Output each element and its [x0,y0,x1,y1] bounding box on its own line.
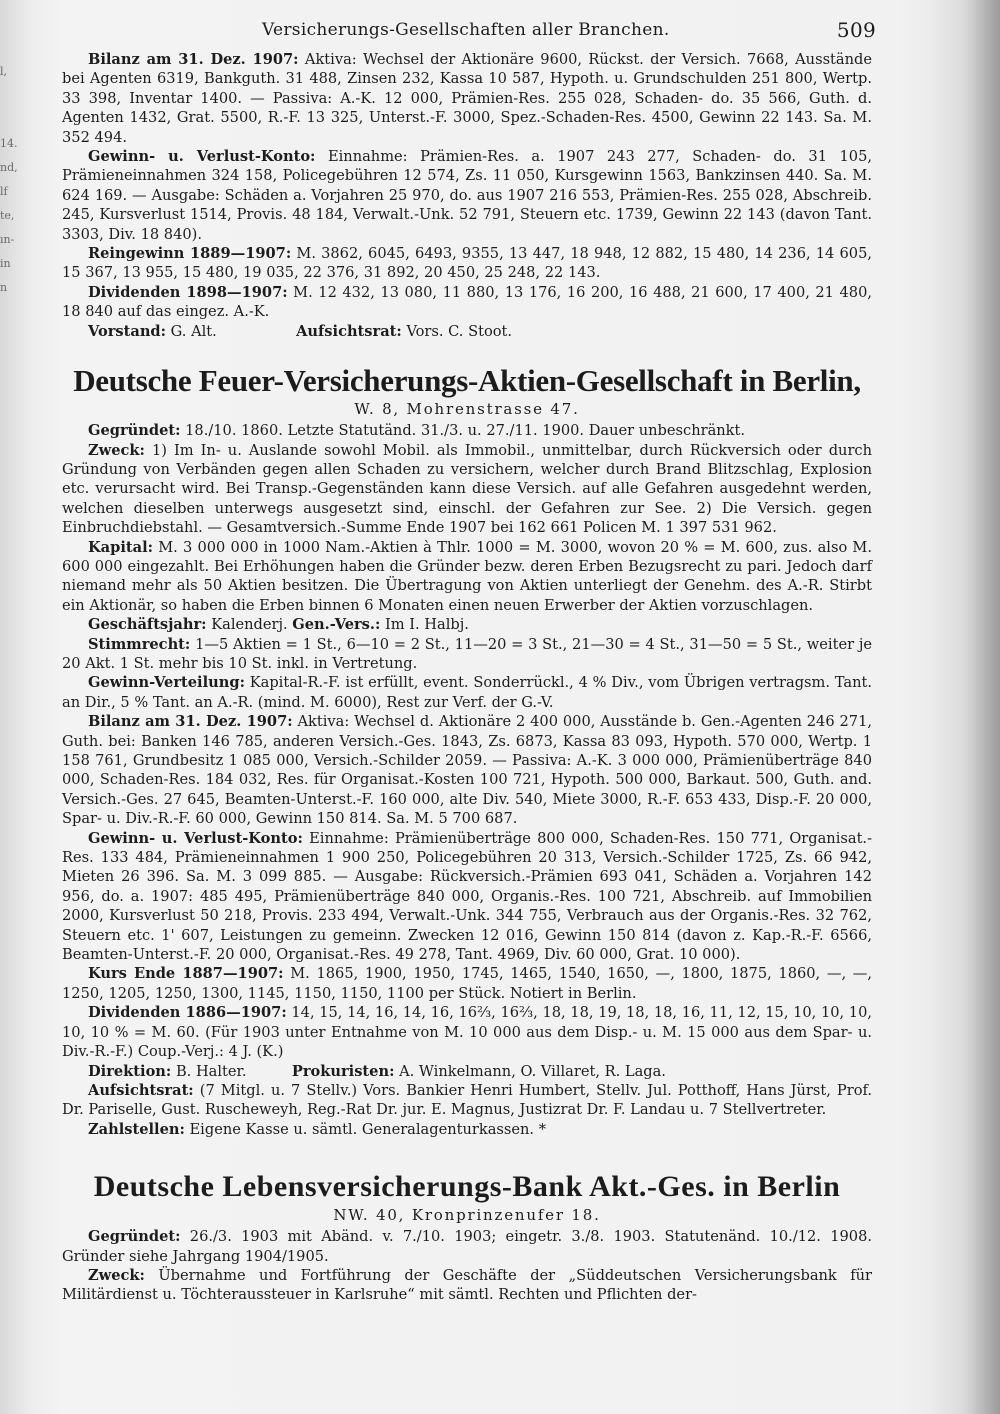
bilanz-entry [62,712,872,828]
field-label: Bilanz am 31. Dez. 1907: [88,51,299,68]
margin-fragment: 14. [0,137,18,150]
aufsichtsrat-entry [62,1081,872,1120]
field-label: Aufsichtsrat: [296,322,402,340]
margin-fragment: l, [0,65,8,78]
field-text: M. 3862, 6045, 6493, 9355, 13 447, 18 948, 12 882, 15 480, 14 236, 14 605, 15 367, 13 955, 15 480, 19 035, 22 376, 31 892, 20 450, 25 248, 22 143. [62,245,872,282]
gegruendet-entry [62,1227,872,1266]
field-text: B. Halter. [175,1062,247,1080]
kurs-entry [62,964,872,1003]
running-head [62,14,876,50]
margin-fragment: ın- [0,233,15,246]
field-text: Kalenderj. [211,616,288,634]
margin-fragment: n [0,281,8,294]
zahlstellen-entry [62,1120,872,1139]
gewinnverteilung-entry [62,673,872,712]
field-label: Reingewinn 1889—1907: [88,245,292,263]
field-text: Einnahme: Prämienüberträge 800 000, Schaden-Res. 150 771, Organisat.-Res. 133 484, Prämieneinnahmen 1 900 250, Policegebühren 20 313, Versich.-Schilder 1725, Zs. 66 942, Mieten 26 396. Sa. M. 3 099 885. — Ausgabe: Rückversich.-Prämien 693 041, Schäden a. Vorjahren 142 956, do. a. 1907: 485 495, Prämienüberträge 840 000, Organis.-Res. 100 721, Abschreib. auf Immobilien 2000, Kursverlust 50 218, Provis. 233 494, Verwalt.-Unk. 344 755, Verbrauch aus der Organis.-Res. 32 762, Steuern etc. 1' 607, Leistungen zu gemeinn. Zwecken 12 016, Gewinn 150 814 (davon z. Kap.-R.-F. 6566, Beamten-Unterst.-F. 20 000, Organisat.-Res. 49 278, Tant. 4969, Div. 60 000, Grat. 10 000). [62,829,873,964]
field-text: G. Alt. [170,322,217,340]
dividenden-entry [62,283,872,322]
margin-fragment: in [0,257,11,270]
gegruendet-entry [62,421,872,440]
running-head-title: Versicherungs-Gesellschaften aller Branchen. [262,20,670,40]
geschaeftsjahr-entry [62,615,872,634]
field-label: Gewinn-Verteilung: [88,674,245,692]
field-text: 1) Im In- u. Auslande sowohl Mobil. als Immobil., unmittelbar, durch Rückversich oder durch Gründung von Verbänden gegen allen Schaden zu versichern, welcher durch Brand Blitzschlag, Explosion etc. verursacht wird. Bei Transp.-Gegenständen kann diese Versich. auf alle Gefahren ausgedehnt werden, welchen dieselben unterwegs ausgesetzt sind, einschl. der Gefahren zur See. 2) Die Versich. gegen Einbruchdiebstahl. — Gesamtversich.-Summe Ende 1907 bei 162 661 Policen M. 1 397 531 962. [62,441,872,537]
zweck-entry [62,1266,872,1305]
vorstand-entry [62,322,872,341]
field-label: Gewinn- u. Verlust-Konto: [88,148,316,166]
field-label: Prokuristen: [291,1062,395,1080]
field-label: Kapital: [88,538,154,556]
field-label: Zahlstellen: [88,1120,185,1138]
field-text: M. 12 432, 13 080, 11 880, 13 176, 16 200, 16 488, 21 600, 17 400, 21 480, 18 840 auf das eingez. A.-K. [62,283,873,321]
field-text: (7 Mitgl. u. 7 Stellv.) Vors. Bankier Henri Humbert, Stellv. Jul. Potthoff, Hans Jürst, Prof. Dr. Pariselle, Gust. Ruscheweyh, Reg.-Rat Dr. jur. E. Magnus, Justizrat Dr. F. Landau u. 7 Stellvertreter. [62,1081,873,1119]
field-text: 1—5 Aktien = 1 St., 6—10 = 2 St., 11—20 = 3 St., 21—30 = 4 St., 31—50 = 5 St., weiter je 20 Akt. 1 St. mehr bis 10 St. inkl. in Vertretung. [62,635,872,672]
field-label: Kurs Ende 1887—1907: [88,965,284,983]
field-text: Eigene Kasse u. sämtl. Generalagenturkassen. * [189,1120,547,1138]
company-address: W. 8, Mohrenstrasse 47. [354,400,580,419]
field-text: Kapital-R.-F. ist erfüllt, event. Sonderrückl., 4 % Div., vom Übrigen vertragsm. Tant. an Dir., 5 % Tant. an A.-R. (mind. M. 6000), Rest zur Verf. der G.-V. [62,674,872,711]
margin-fragment: lf [0,185,8,198]
field-label: Zweck: [88,1266,145,1284]
field-text: Übernahme und Fortführung der Geschäfte der „Süddeutschen Versicherungsbank für Militärdienst u. Töchteraussteuer in Karlsruhe“ mit sämtl. Rechten und Pflichten der- [62,1266,873,1304]
guv-entry [62,829,872,965]
field-label: Gegründet: [88,422,181,440]
field-label: Bilanz am 31. Dez. 1907: [88,713,293,731]
margin-fragment: nd, [0,161,18,174]
guv-entry [62,147,872,244]
field-label: Geschäftsjahr: [88,616,207,634]
field-text: M. 3 000 000 in 1000 Nam.-Aktien à Thlr. 1000 = M. 3000, wovon 20 % = M. 600, zus. also M. 600 000 eingezahlt. Bei Erhöhungen haben die Gründer bezw. deren Erben Bezugsrecht zu pari. Jedoch darf niemand mehr als 50 Aktien besitzen. Die Übertragung von Aktien unterliegt der Genehm. des A.-R. Stirbt ein Aktionär, so haben die Erben binnen 6 Monaten einen neuen Erwerber der Aktien vorzuschlagen. [62,538,872,614]
field-label: Dividenden 1886—1907: [88,1004,287,1022]
field-label: Zweck: [88,441,145,459]
page-number: 509 [836,18,876,42]
field-text: Aktiva: Wechsel der Aktionäre 9600, Rückst. der Versich. 7668, Ausstände bei Agenten 6319, Bankguth. 31 488, Zinsen 232, Kassa 10 587, Hypoth. u. Grundschulden 251 800, Wertp. 33 398, Inventar 1400. — Passiva: A.-K. 12 000, Prämien-Res. 255 028, Schaden- do. 35 566, Guth. d. Agenten 1432, Grat. 5500, R.-F. 13 325, Unterst.-F. 3000, Spez.-Schaden-Res. 4500, Gewinn 22 143. Sa. M. 352 494. [62,51,873,146]
company-title: Deutsche Feuer-Versicherungs-Aktien-Gesellschaft in Berlin, [73,363,861,399]
field-label: Gen.-Vers.: [292,616,381,634]
field-text: 18./10. 1860. Letzte Statutänd. 31./3. u. 27./11. 1900. Dauer unbeschränkt. [185,422,746,440]
field-text: 26./3. 1903 mit Abänd. v. 7./10. 1903; eingetr. 3./8. 1903. Statutenänd. 10./12. 1908. Gründer siehe Jahrgang 1904/1905. [62,1228,873,1265]
reingewinn-entry [62,244,872,283]
bilanz-entry [62,50,872,147]
stimmrecht-entry [62,635,872,674]
page-edge-shadow [930,0,1000,1414]
field-text: Aktiva: Wechsel d. Aktionäre 2 400 000, Ausstände b. Gen.-Agenten 246 271, Guth. bei: Banken 146 785, anderen Versich.-Ges. 1843, Zs. 6873, Kassa 83 093, Hypoth. 570 000, Wertp. 1 158 761, Grundbesitz 1 085 000, Versich.-Schilder 2059. — Passiva: A.-K. 3 000 000, Prämienüberträge 840 000, Schaden-Res. 184 032, Res. für Organisat.-Kosten 100 721, Hypoth. 500 000, Barkaut. 500, Guth. and. Versich.-Ges. 27 645, Beamten-Unterst.-F. 160 000, alte Div. 540, Miete 3000, R.-F. 653 433, Disp.-F. 20 000, Spar- u. Div.-R.-F. 60 000, Gewinn 150 814. Sa. M. 5 700 687. [62,713,872,828]
margin-fragment: te, [0,209,15,222]
field-label: Direktion: [88,1062,172,1080]
dividenden-entry [62,1003,872,1061]
kapital-entry [62,538,872,616]
field-label: Aufsichtsrat: [88,1081,194,1099]
field-label: Gewinn- u. Verlust-Konto: [88,829,303,847]
field-label: Vorstand: [88,322,167,340]
field-text: Einnahme: Prämien-Res. a. 1907 243 277, Schaden- do. 31 105, Prämieneinnahmen 324 158, Policegebühren 12 574, Zs. 11 050, Kursgewinn 1563, Bankzinsen 440. Sa. M. 624 169. — Ausgabe: Schäden a. Vorjahren 25 970, do. aus 1907 216 553, Prämien-Res. 255 028, Abschreib. 245, Kursverlust 1514, Provis. 48 184, Verwalt.-Unk. 52 791, Steuern etc. 1739, Gewinn 22 143 (davon Tant. 3303, Div. 18 840). [62,148,872,243]
zweck-entry [62,441,872,538]
company-title: Deutsche Lebensversicherungs-Bank Akt.-Ges. in Berlin [93,1170,841,1204]
field-text: 14, 15, 14, 16, 14, 16, 16⅔, 16⅔, 18, 18, 19, 18, 18, 16, 11, 12, 15, 10, 10, 10, 10, 10 % = M. 60. (Für 1903 unter Entnahme von M. 10 000 aus dem Disp.- u. M. 15 000 aus dem Spar- u. Div.-R.-F.) Coup.-Verj.: 4 J. (K.) [62,1004,873,1061]
field-label: Stimmrecht: [88,635,191,653]
field-text: A. Winkelmann, O. Villaret, R. Laga. [399,1062,666,1080]
field-label: Dividenden 1898—1907: [88,283,288,301]
margin-fragments [0,60,22,1160]
document-page [62,14,876,1305]
company-address: NW. 40, Kronprinzenufer 18. [333,1206,601,1225]
field-text: M. 1865, 1900, 1950, 1745, 1465, 1540, 1650, —, 1800, 1875, 1860, —, —, 1250, 1205, 1250, 1300, 1145, 1150, 1150, 1100 per Stück. Notiert in Berlin. [62,965,872,1002]
field-text: Vors. C. Stoot. [406,322,513,340]
field-text: Im I. Halbj. [385,616,469,634]
direktion-entry [62,1062,872,1081]
field-label: Gegründet: [88,1228,181,1246]
